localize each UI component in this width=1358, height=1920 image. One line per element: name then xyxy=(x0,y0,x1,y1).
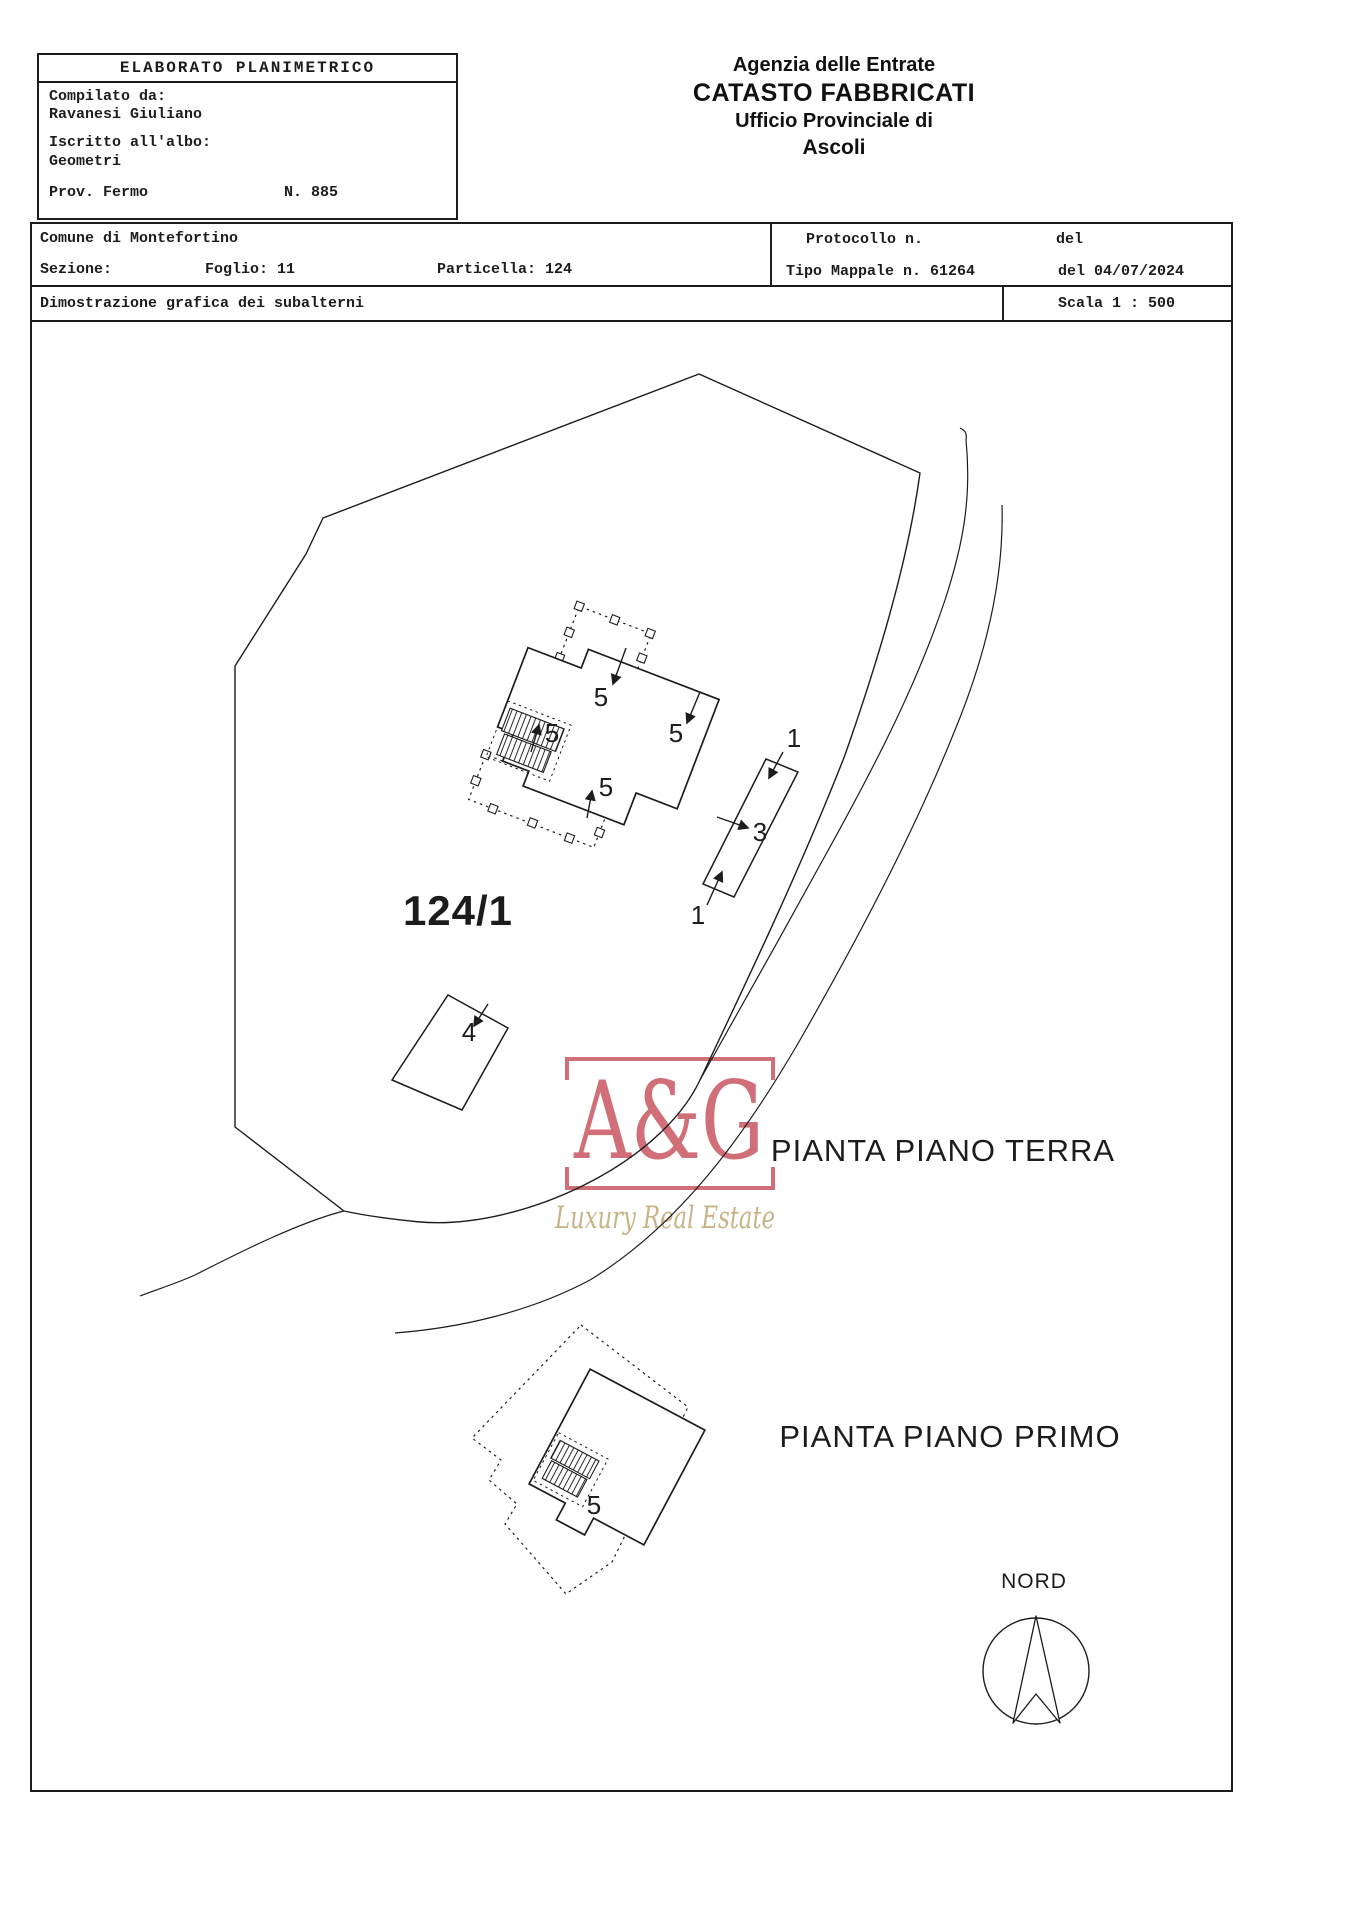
tipo-mappale: Tipo Mappale n. 61264 xyxy=(786,263,976,280)
compiler-info-box xyxy=(37,53,458,220)
north-label: NORD xyxy=(1001,1570,1067,1593)
foglio: Foglio: 11 xyxy=(205,261,296,278)
road-inner-line xyxy=(700,428,968,1080)
road-inner-line-continuation xyxy=(140,1211,344,1296)
protocol-box-divider xyxy=(770,222,772,287)
watermark-tagline: Luxury Real Estate xyxy=(554,1200,775,1236)
first-floor-outline xyxy=(520,1369,705,1562)
north-arrow-icon xyxy=(1013,1616,1060,1723)
subaltern-label-4: 4 xyxy=(461,1017,477,1047)
subaltern-label-3: 3 xyxy=(752,817,768,847)
ground-floor-caption: PIANTA PIANO TERRA xyxy=(770,1133,1116,1168)
annex-building xyxy=(703,759,798,897)
agency-header xyxy=(634,52,1034,161)
tipo-mappale-del: del 04/07/2024 xyxy=(1058,263,1185,280)
compiled-by-name: Ravanesi Giuliano xyxy=(49,106,203,123)
first-floor-caption: PIANTA PIANO PRIMO xyxy=(779,1419,1121,1454)
register-label: Iscritto all'albo: xyxy=(49,134,212,151)
sezione-label: Sezione: xyxy=(40,261,113,278)
compiled-by-label: Compilato da: xyxy=(49,88,167,105)
subaltern-label-5-left: 5 xyxy=(544,718,560,748)
register-number: N. 885 xyxy=(284,184,339,201)
subaltern-label-5-bottom: 5 xyxy=(598,772,614,802)
protocollo-del: del xyxy=(1056,231,1084,248)
particella: Particella: 124 xyxy=(437,261,573,278)
site-plan-drawing xyxy=(30,322,1233,1790)
scale-value: Scala 1 : 500 xyxy=(1057,295,1176,312)
comune: Comune di Montefortino xyxy=(40,230,239,247)
first-floor-label-5: 5 xyxy=(586,1490,602,1520)
dimostrazione: Dimostrazione grafica dei subalterni xyxy=(40,295,365,312)
subaltern-label-5-right: 5 xyxy=(668,718,684,748)
document-title: ELABORATO PLANIMETRICO xyxy=(39,55,456,83)
parcel-number-label: 124/1 xyxy=(402,887,514,934)
ground-floor-building xyxy=(464,589,734,874)
agency-line1: Agenzia delle Entrate xyxy=(732,54,936,76)
agency-line3: Ufficio Provinciale di xyxy=(735,110,933,132)
register-value: Geometri xyxy=(49,153,122,170)
storage-building xyxy=(392,995,508,1110)
subaltern-label-1-top: 1 xyxy=(786,723,802,753)
subaltern-label-1-bottom: 1 xyxy=(690,900,706,930)
protocollo-label: Protocollo n. xyxy=(806,231,924,248)
agency-watermark xyxy=(554,1059,775,1236)
agency-line2: CATASTO FABBRICATI xyxy=(692,79,976,107)
band-divider-1 xyxy=(30,285,1231,287)
first-floor-building xyxy=(520,1369,705,1562)
subaltern-label-5-top: 5 xyxy=(593,682,609,712)
north-compass xyxy=(983,1570,1089,1724)
agency-line4: Ascoli xyxy=(802,136,866,159)
watermark-logo: A&G xyxy=(573,1059,764,1184)
province: Prov. Fermo xyxy=(49,184,149,201)
